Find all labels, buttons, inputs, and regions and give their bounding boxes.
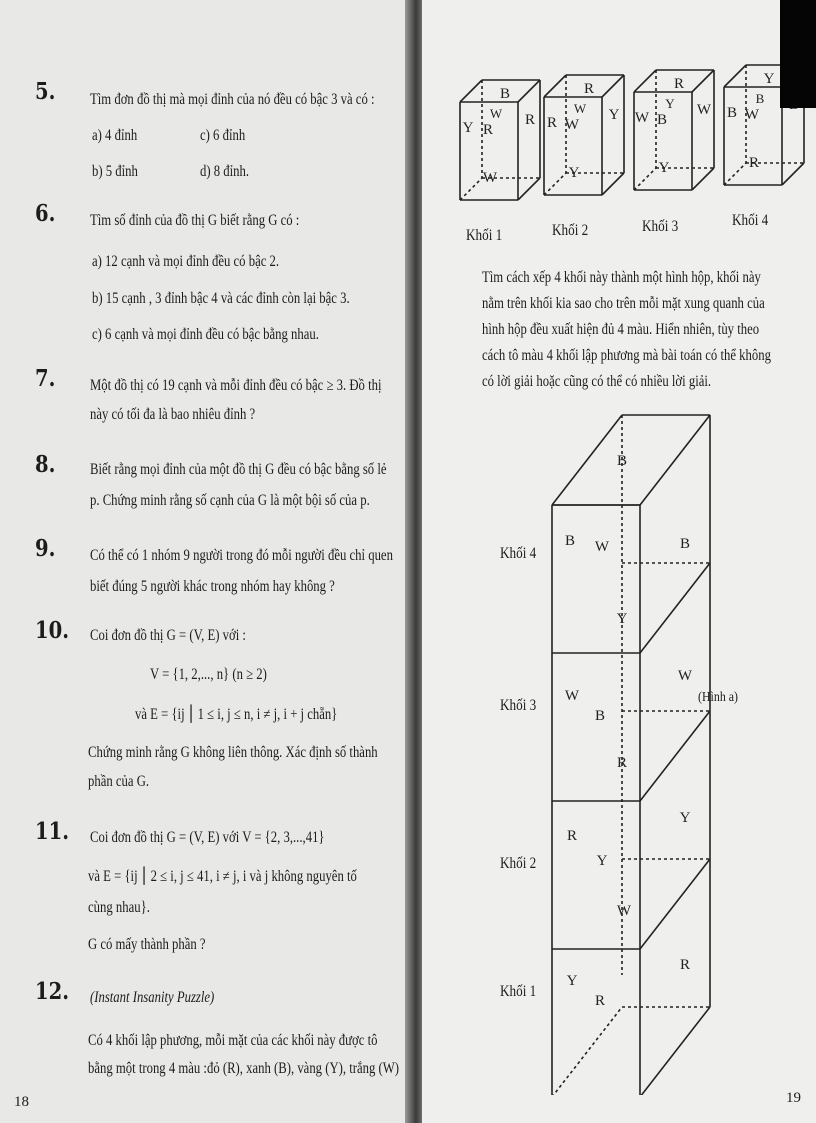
cube-edge — [640, 1007, 710, 1095]
face-label: W — [564, 117, 580, 133]
page-number: 18 — [14, 1094, 29, 1110]
face-label: B — [594, 708, 606, 724]
problem-text: này có tối đa là bao nhiêu đỉnh ? — [90, 406, 256, 423]
right-page — [422, 0, 816, 1123]
face-label: W — [677, 668, 693, 684]
problem-text: cùng nhau}. — [88, 899, 150, 916]
cube-edge — [544, 173, 566, 195]
face-label: R — [748, 155, 760, 171]
problem-number: 10. — [35, 617, 70, 644]
cube-edge — [552, 1007, 622, 1095]
stack-label: Khối 2 — [500, 855, 537, 872]
problem-text: bằng một trong 4 màu :đỏ (R), xanh (B), vàng (Y), trắng (W) — [88, 1060, 399, 1077]
face-label: Y — [658, 160, 670, 176]
face-label: Y — [616, 611, 628, 627]
problem-text: Coi đơn đồ thị G = (V, E) với V = {2, 3,...,41} — [90, 829, 325, 846]
face-label: B — [656, 112, 668, 128]
cube-caption: Khối 4 — [732, 212, 769, 229]
face-label: Y — [608, 107, 620, 123]
face-label: R — [594, 993, 606, 1009]
cube-edge — [518, 80, 540, 102]
formula: và E = {ij ⎮ 1 ≤ i, j ≤ n, i ≠ j, i + j chẵn} — [135, 706, 338, 723]
problem-text: Có 4 khối lập phương, mỗi mặt của các khối này được tô — [88, 1032, 378, 1049]
cube-caption: Khối 1 — [466, 227, 503, 244]
cube-edge — [460, 178, 482, 200]
face-label: B — [564, 533, 576, 549]
cube-edge — [692, 70, 714, 92]
face-label: W — [744, 107, 760, 123]
cube-caption: Khối 2 — [552, 222, 589, 239]
option: b) 5 đỉnh — [92, 163, 138, 180]
face-label: Y — [462, 120, 474, 136]
problem-number: 7. — [35, 365, 56, 392]
face-label: R — [583, 81, 595, 97]
stack-label: Khối 1 — [500, 983, 537, 1000]
face-label: R — [482, 122, 494, 138]
face-label: W — [573, 101, 587, 116]
problem-text: Tìm đơn đồ thị mà mọi đỉnh của nó đều có bậc 3 và có : — [90, 91, 375, 108]
scan-edge-mark — [780, 0, 816, 108]
cube-caption: Khối 3 — [642, 218, 679, 235]
face-label: Y — [679, 810, 691, 826]
problem-text: c) 6 cạnh và mọi đỉnh đều có bậc bằng nhau. — [92, 326, 319, 343]
cube-edge — [782, 163, 804, 185]
problem-number: 11. — [35, 818, 70, 845]
cube-edge — [692, 168, 714, 190]
problem-text: Một đồ thị có 19 cạnh và mỗi đỉnh đều có bậc ≥ 3. Đồ thị — [90, 377, 382, 394]
cube-edge — [640, 859, 710, 949]
face-label: W — [564, 688, 580, 704]
cube-edge — [544, 75, 566, 97]
option: d) 8 đỉnh. — [200, 163, 250, 180]
problem-text: phần của G. — [88, 773, 150, 790]
puzzle-title: (Instant Insanity Puzzle) — [90, 989, 215, 1006]
problem-text: Chứng minh rằng G không liên thông. Xác định số thành — [88, 744, 378, 761]
paragraph-line: cách tô màu 4 khối lập phương mà bài toán có thể không — [482, 347, 771, 364]
face-label: W — [482, 170, 498, 186]
face-label: Y — [568, 165, 580, 181]
paragraph-line: hình hộp đều xuất hiện đủ 4 màu. Hiển nhiên, tùy theo — [482, 321, 760, 338]
option: a) 4 đỉnh — [92, 127, 138, 144]
page-number: 19 — [786, 1090, 801, 1106]
figure-caption: (Hình a) — [698, 690, 738, 705]
cube-edge — [724, 65, 746, 87]
cube-edge — [640, 415, 710, 505]
cube-edge — [640, 711, 710, 801]
face-label: R — [616, 755, 628, 771]
paragraph-line: có lời giải hoặc cũng có thể có nhiều lời giải. — [482, 373, 712, 390]
cube-edge — [552, 415, 622, 505]
cube-edge — [602, 173, 624, 195]
cube-edge — [634, 70, 656, 92]
problem-number: 9. — [35, 535, 56, 562]
problem-text: Tìm số đỉnh của đồ thị G biết rằng G có : — [90, 212, 300, 229]
face-label: B — [616, 453, 628, 469]
paragraph-line: nằm trên khối kia sao cho trên mỗi mặt xung quanh của — [482, 295, 765, 312]
face-label: B — [499, 86, 511, 102]
cube-edge — [634, 168, 656, 190]
face-label: Y — [566, 973, 578, 989]
face-label: Y — [763, 71, 775, 87]
paragraph-line: Tìm cách xếp 4 khối này thành một hình hộp, khối này — [482, 269, 761, 286]
face-label: Y — [596, 853, 608, 869]
problem-text: a) 12 cạnh và mọi đỉnh đều có bậc 2. — [92, 253, 280, 270]
face-label: R — [546, 115, 558, 131]
face-label: R — [566, 828, 578, 844]
face-label: W — [634, 110, 650, 126]
option: c) 6 đỉnh — [200, 127, 246, 144]
cube-edge — [640, 563, 710, 653]
stacked-cubes-figure — [422, 405, 816, 1095]
stack-label: Khối 3 — [500, 697, 537, 714]
problem-text: Coi đơn đồ thị G = (V, E) với : — [90, 627, 246, 644]
problem-text: G có mấy thành phần ? — [88, 936, 206, 953]
cube-edge — [602, 75, 624, 97]
face-label: W — [489, 106, 503, 121]
cube-edge — [518, 178, 540, 200]
problem-number: 8. — [35, 451, 56, 478]
face-label: W — [696, 102, 712, 118]
problem-number: 6. — [35, 200, 56, 227]
face-label: Y — [665, 96, 675, 111]
stack-label: Khối 4 — [500, 545, 537, 562]
problem-text: b) 15 cạnh , 3 đỉnh bậc 4 và các đỉnh còn lại bậc 3. — [92, 290, 350, 307]
problem-text: Biết rằng mọi đỉnh của một đồ thị G đều có bậc bằng số lẻ — [90, 461, 387, 478]
problem-text: và E = {ij ⎮ 2 ≤ i, j ≤ 41, i ≠ j, i và j không nguyên tố — [88, 868, 357, 885]
problem-text: Có thể có 1 nhóm 9 người trong đó mỗi người đều chỉ quen — [90, 547, 393, 564]
face-label: R — [679, 957, 691, 973]
cube-edge — [724, 163, 746, 185]
face-label: B — [726, 105, 738, 121]
cube-edge — [460, 80, 482, 102]
face-label: B — [679, 536, 691, 552]
face-label: R — [524, 112, 536, 128]
face-label: W — [616, 903, 632, 919]
face-label: W — [594, 539, 610, 555]
problem-text: p. Chứng minh rằng số cạnh của G là một bội số của p. — [90, 492, 370, 509]
formula: V = {1, 2,..., n} (n ≥ 2) — [150, 666, 267, 683]
problem-number: 5. — [35, 78, 56, 105]
face-label: B — [755, 91, 765, 106]
face-label: R — [673, 76, 685, 92]
problem-number: 12. — [35, 978, 70, 1005]
problem-text: biết đúng 5 người khác trong nhóm hay không ? — [90, 578, 335, 595]
